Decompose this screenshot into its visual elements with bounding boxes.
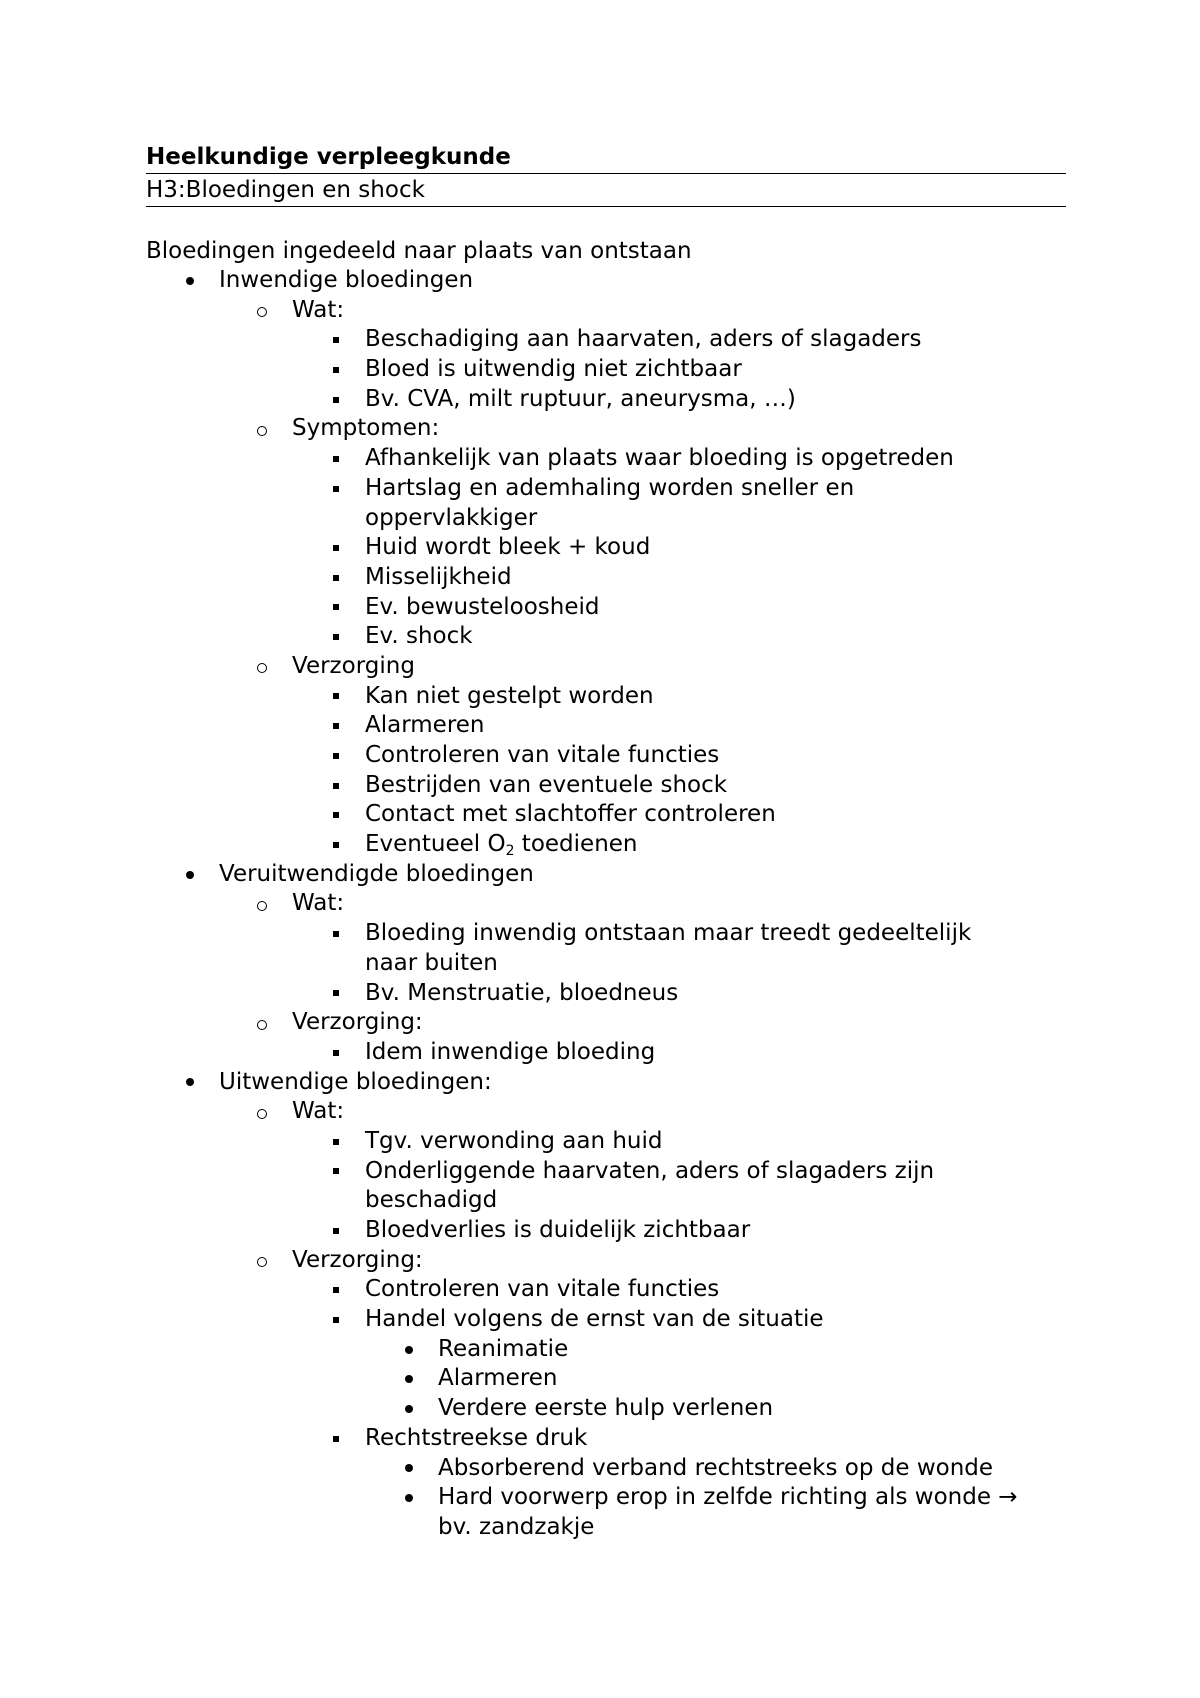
bullet-square-icon: [326, 741, 346, 771]
list-item-veruitwendigd: [146, 860, 1066, 890]
list-item: [146, 325, 1066, 355]
list-item-uitwendig: [146, 1068, 1066, 1098]
bullet-dot-icon: [399, 1335, 419, 1365]
list-item-wat: [146, 889, 1066, 919]
bullet-square-icon: [326, 1127, 346, 1157]
list-item: [146, 444, 1066, 474]
list-item: [146, 741, 1066, 771]
bullet-square-icon: [326, 563, 346, 593]
bullet-square-icon: [326, 533, 346, 563]
item-text: Hartslag en ademhaling worden sneller en: [365, 474, 855, 501]
sub-list-item: [146, 1483, 1066, 1513]
list-item: [146, 1127, 1066, 1157]
bullet-dot-icon: [180, 860, 200, 890]
item-text: Controleren van vitale functies: [365, 1276, 720, 1303]
list-item: [146, 830, 1066, 860]
item-text-o2: [365, 831, 638, 860]
list-item-wat: [146, 296, 1066, 326]
item-text: Afhankelijk van plaats waar bloeding is opgetreden: [365, 445, 954, 472]
o2-subscript: 2: [505, 843, 515, 860]
bullet-square-icon: [326, 1216, 346, 1246]
list-item: [146, 1216, 1066, 1246]
item-text: Misselijkheid: [365, 563, 512, 590]
bullet-square-icon: [326, 919, 346, 949]
list-item: [146, 919, 1066, 949]
bullet-square-icon: [326, 1157, 346, 1187]
item-label: Wat:: [292, 296, 345, 323]
bullet-circle-icon: [252, 296, 272, 326]
list-item-continuation: [146, 504, 1066, 534]
item-label: Veruitwendigde bloedingen: [219, 860, 534, 887]
item-text: Bv. CVA, milt ruptuur, aneurysma, …): [365, 385, 796, 412]
item-label: Symptomen:: [292, 415, 440, 442]
item-text: Alarmeren: [438, 1365, 558, 1392]
bullet-square-icon: [326, 682, 346, 712]
bullet-square-icon: [326, 593, 346, 623]
list-item: [146, 563, 1066, 593]
list-item-verzorging: [146, 1008, 1066, 1038]
sub-list-item: [146, 1364, 1066, 1394]
list-item: [146, 682, 1066, 712]
bullet-square-icon: [326, 355, 346, 385]
list-item: [146, 1305, 1066, 1335]
item-text: Ev. bewusteloosheid: [365, 593, 600, 620]
item-text: Huid wordt bleek + koud: [365, 534, 651, 561]
bullet-dot-icon: [399, 1483, 419, 1513]
bullet-square-icon: [326, 1275, 346, 1305]
bullet-square-icon: [326, 800, 346, 830]
item-text: Bloed is uitwendig niet zichtbaar: [365, 356, 742, 383]
list-item: [146, 533, 1066, 563]
item-text: Controleren van vitale functies: [365, 742, 720, 768]
bullet-square-icon: [326, 385, 346, 415]
document-page: [146, 142, 1066, 1543]
bullet-circle-icon: [252, 1097, 272, 1127]
item-text: Alarmeren: [365, 712, 485, 739]
bullet-circle-icon: [252, 652, 272, 682]
item-text: Bloedverlies is duidelijk zichtbaar: [365, 1217, 751, 1243]
list-item-continuation: [146, 1186, 1066, 1216]
item-text: Tgv. verwonding aan huid: [365, 1127, 663, 1154]
bullet-circle-icon: [252, 1008, 272, 1038]
bullet-square-icon: [326, 474, 346, 504]
item-label: Verzorging:: [292, 1246, 423, 1273]
list-item-wat: [146, 1097, 1066, 1127]
item-text: Absorberend verband rechtstreeks op de wonde: [438, 1454, 994, 1481]
bullet-square-icon: [326, 444, 346, 474]
bullet-square-icon: [326, 622, 346, 652]
item-text: Verdere eerste hulp verlenen: [438, 1395, 774, 1422]
chapter-subtitle: H3:Bloedingen en shock: [146, 174, 1066, 207]
bullet-circle-icon: [252, 889, 272, 919]
list-item-symptomen: [146, 414, 1066, 444]
item-text: oppervlakkiger: [365, 504, 538, 531]
item-label: Verzorging: [292, 652, 415, 679]
bullet-dot-icon: [399, 1454, 419, 1484]
bullet-dot-icon: [399, 1394, 419, 1424]
item-text: Rechtstreekse druk: [365, 1424, 588, 1451]
list-item-verzorging: [146, 652, 1066, 682]
bullet-circle-icon: [252, 1246, 272, 1276]
list-item-verzorging: [146, 1246, 1066, 1276]
list-item: [146, 622, 1066, 652]
item-text: Beschadiging aan haarvaten, aders of slagaders: [365, 326, 922, 353]
list-item-inwendig: [146, 266, 1066, 296]
item-text: bv. zandzakje: [438, 1513, 595, 1540]
list-item: [146, 800, 1066, 830]
document-title: Heelkundige verpleegkunde: [146, 142, 1066, 174]
bullet-square-icon: [326, 979, 346, 1009]
intro-line: Bloedingen ingedeeld naar plaats van ontstaan: [146, 238, 692, 264]
item-text: beschadigd: [365, 1187, 498, 1214]
list-item: [146, 1038, 1066, 1068]
list-item: [146, 593, 1066, 623]
list-item-continuation: [146, 949, 1066, 979]
item-label: Uitwendige bloedingen:: [219, 1068, 492, 1095]
item-label: Wat:: [292, 890, 345, 917]
item-text: Bestrijden van eventuele shock: [365, 771, 728, 798]
sub-list-item: [146, 1394, 1066, 1424]
list-item: [146, 711, 1066, 741]
bullet-circle-icon: [252, 414, 272, 444]
item-text: Bv. Menstruatie, bloedneus: [365, 979, 679, 1006]
item-text: Handel volgens de ernst van de situatie: [365, 1306, 824, 1333]
item-text: naar buiten: [365, 949, 498, 976]
bullet-square-icon: [326, 1305, 346, 1335]
list-item: [146, 1275, 1066, 1305]
sub-list-item-continuation: [146, 1513, 1066, 1543]
o2-suffix: toedienen: [514, 831, 638, 858]
bullet-square-icon: [326, 830, 346, 860]
list-item: [146, 385, 1066, 415]
list-item: [146, 1424, 1066, 1454]
item-text: Idem inwendige bloeding: [365, 1038, 656, 1065]
item-text: Contact met slachtoffer controleren: [365, 801, 776, 828]
bullet-square-icon: [326, 711, 346, 741]
bullet-square-icon: [326, 771, 346, 801]
item-text: Hard voorwerp erop in zelfde richting als wonde →: [438, 1484, 1018, 1511]
bullet-dot-icon: [180, 1068, 200, 1098]
item-label: Inwendige bloedingen: [219, 267, 474, 293]
bullet-square-icon: [326, 325, 346, 355]
list-item: [146, 1157, 1066, 1187]
item-label: Wat:: [292, 1098, 345, 1125]
sub-list-item: [146, 1454, 1066, 1484]
bullet-square-icon: [326, 1424, 346, 1454]
list-item: [146, 474, 1066, 504]
item-text: Ev. shock: [365, 623, 473, 650]
bullet-dot-icon: [399, 1364, 419, 1394]
bullet-dot-icon: [180, 266, 200, 296]
item-text: Onderliggende haarvaten, aders of slagaders zijn: [365, 1157, 935, 1184]
list-item: [146, 979, 1066, 1009]
o2-prefix: Eventueel O: [365, 831, 506, 858]
list-item: [146, 771, 1066, 801]
item-text: Bloeding inwendig ontstaan maar treedt gedeeltelijk: [365, 920, 972, 947]
list-item: [146, 355, 1066, 385]
item-text: Reanimatie: [438, 1335, 569, 1362]
sub-list-item: [146, 1335, 1066, 1365]
item-text: Kan niet gestelpt worden: [365, 682, 654, 709]
bullet-square-icon: [326, 1038, 346, 1068]
item-label: Verzorging:: [292, 1009, 423, 1036]
